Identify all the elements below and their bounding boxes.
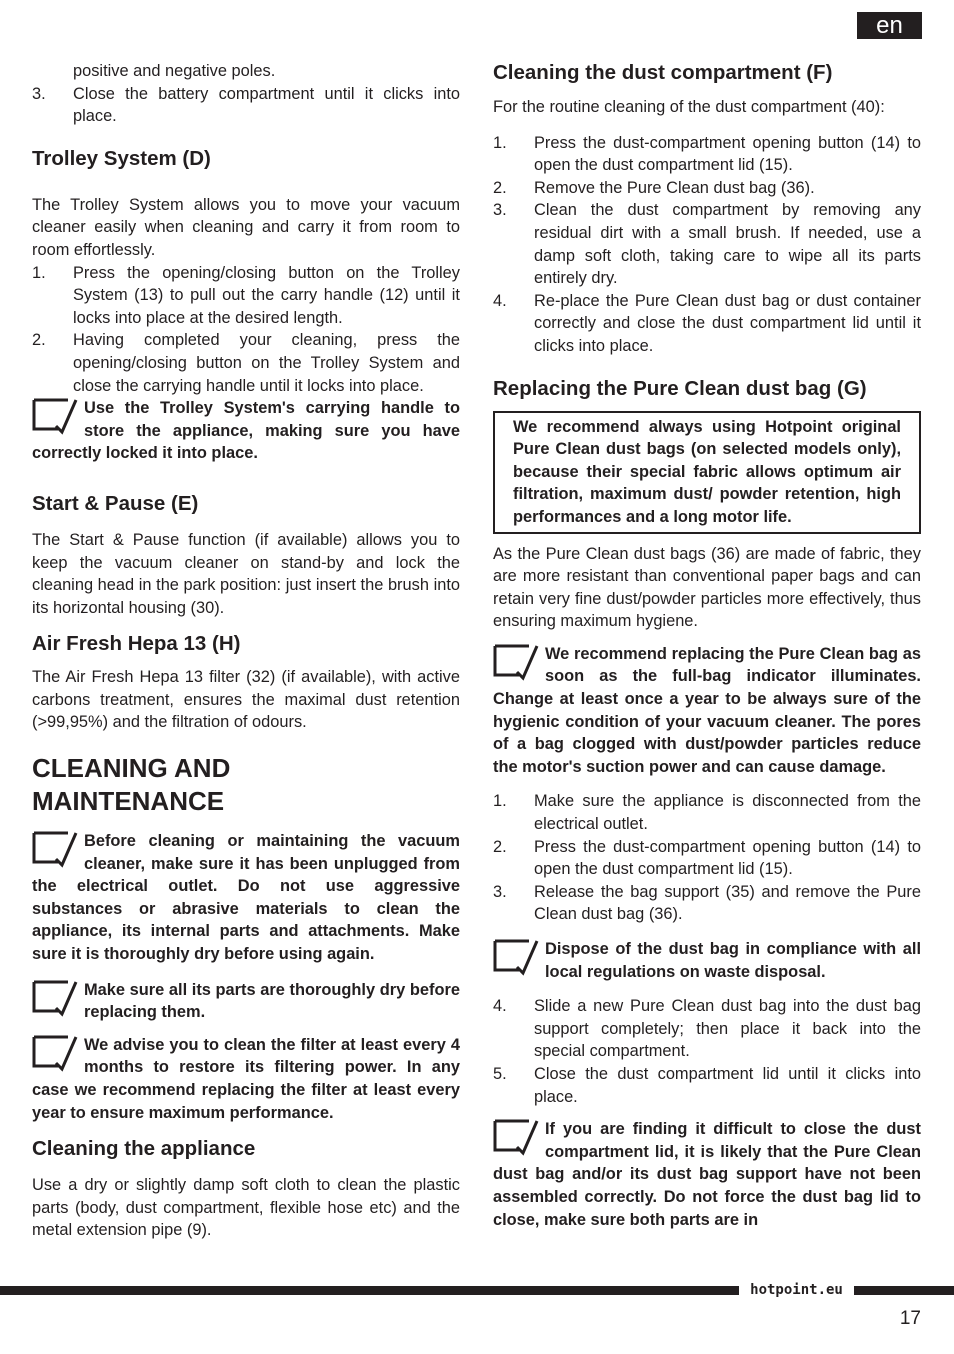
recommendation-box: We recommend always using Hotpoint original Pure Clean dust bags (on selected models only), because their special fabric allows optimum air filtration, maximum dust/ powder retention, high performances and a long motor life. — [493, 411, 921, 534]
list-item: 2. Having completed your cleaning, press the opening/closing button on the Trolley System and close the carrying handle until it locks into place. — [32, 331, 460, 395]
appliance-text: Use a dry or slightly damp soft cloth to clean the plastic parts (body, dust compartment, flexible hose etc) and the metal extension pipe (9). — [32, 1176, 460, 1240]
checkbox-note-icon — [493, 1117, 539, 1157]
language-badge: en — [857, 12, 922, 39]
list-item: 1. Press the dust-compartment opening button (14) to open the dust compartment lid (15). — [493, 133, 921, 175]
list-item: 3. Release the bag support (35) and remove the Pure Clean dust bag (36). — [493, 882, 921, 924]
unplug-note: Before cleaning or maintaining the vacuum cleaner, make sure it has been unplugged from the electrical outlet. Do not use aggressive substances or abrasive materials to clean the appliance, its internal parts and attachments. Make sure it is thoroughly dry before using again. — [32, 830, 460, 966]
bag-text: As the Pure Clean dust bags (36) are made of fabric, they are more resistant than conventional paper bags and can retain very fine dust/powder particles more effectively, thus ensuring maximum hygiene. — [493, 544, 921, 631]
page-number: 17 — [899, 1308, 921, 1329]
list-item: 3. Clean the dust compartment by removing any residual dirt with a small brush. If needed, use a damp soft cloth, taking care to wipe all its parts entirely dry. — [493, 201, 921, 288]
trolley-intro: The Trolley System allows you to move your vacuum cleaner easily when cleaning and carry it from room to room effortlessly. — [32, 195, 460, 259]
replace-bag-note: We recommend replacing the Pure Clean bag as soon as the full-bag indicator illuminates. Change at least once a year to be always sure of the hygienic condition of your vacuum cleaner. The pores of a bag clogged with dust/powder particles reduce the motor's suction power and can cause damage. — [493, 643, 921, 779]
bag-steps-a — [493, 790, 921, 926]
checkbox-note-icon — [32, 978, 78, 1018]
section-title-bag: Replacing the Pure Clean dust bag (G) — [493, 376, 867, 400]
trolley-steps — [32, 262, 460, 398]
dust-intro: For the routine cleaning of the dust compartment (40): — [493, 98, 885, 116]
list-item: 2. Press the dust-compartment opening button (14) to open the dust compartment lid (15). — [493, 837, 921, 879]
dust-steps — [493, 132, 921, 358]
section-title-dust: Cleaning the dust compartment (F) — [493, 61, 833, 84]
trolley-note: Use the Trolley System's carrying handle to store the appliance, making sure you have correctly locked it into place. — [32, 397, 460, 465]
section-title-start-pause: Start & Pause (E) — [32, 491, 199, 515]
list-item: 4. Slide a new Pure Clean dust bag into the dust bag support completely; then place it back into the special compartment. — [493, 997, 921, 1061]
section-title-trolley: Trolley System (D) — [32, 146, 211, 170]
left-column — [32, 60, 460, 1242]
footer-rule-right — [854, 1286, 954, 1295]
lid-note: If you are finding it difficult to close the dust compartment lid, it is likely that the Pure Clean dust bag and/or its dust bag support have not been assembled correctly. Do not force the dust bag lid to close, make sure both parts are in — [493, 1118, 921, 1231]
list-item: 4. Re-place the Pure Clean dust bag or dust container correctly and close the dust compartment lid until it clicks into place. — [493, 291, 921, 355]
dispose-note: Dispose of the dust bag in compliance with all local regulations on waste disposal. — [493, 938, 921, 983]
footer-rule-left — [0, 1286, 739, 1295]
list-item: 1. Press the opening/closing button on the Trolley System (13) to pull out the carry handle (12) until it locks into place at the desired length. — [32, 263, 460, 327]
continued-text: positive and negative poles. — [73, 62, 276, 80]
footer-website: hotpoint.eu — [750, 1282, 843, 1298]
filter-note: We advise you to clean the filter at least every 4 months to restore its filtering power. In any case we recommend replacing the filter at least every year to ensure maximum performance. — [32, 1034, 460, 1124]
checkbox-note-icon — [493, 642, 539, 682]
battery-steps — [32, 83, 460, 128]
right-column — [493, 60, 921, 1231]
list-item: 2. Remove the Pure Clean dust bag (36). — [493, 178, 815, 197]
air-fresh-text: The Air Fresh Hepa 13 filter (32) (if available), with active carbons treatment, ensures the maximal dust retention (>99,95%) and the filtration of odours. — [32, 668, 460, 732]
list-item: 3. Close the battery compartment until it clicks into place. — [32, 84, 460, 126]
list-item: 5. Close the dust compartment lid until it clicks into place. — [493, 1064, 921, 1106]
bag-steps-b — [493, 995, 921, 1108]
checkbox-note-icon — [32, 396, 78, 436]
checkbox-note-icon — [32, 829, 78, 869]
section-title-air-fresh: Air Fresh Hepa 13 (H) — [32, 632, 241, 656]
checkbox-note-icon — [32, 1033, 78, 1073]
list-item: 1. Make sure the appliance is disconnected from the electrical outlet. — [493, 792, 921, 834]
chapter-title: CLEANING AND MAINTENANCE — [32, 753, 231, 817]
section-title-appliance: Cleaning the appliance — [32, 1137, 256, 1161]
checkbox-note-icon — [493, 937, 539, 977]
dry-parts-note: Make sure all its parts are thoroughly dry before replacing them. — [32, 979, 460, 1024]
start-pause-text: The Start & Pause function (if available) allows you to keep the vacuum cleaner on stand-by and lock the cleaning head in the park position: just insert the brush into its horizontal housing (30). — [32, 530, 460, 617]
